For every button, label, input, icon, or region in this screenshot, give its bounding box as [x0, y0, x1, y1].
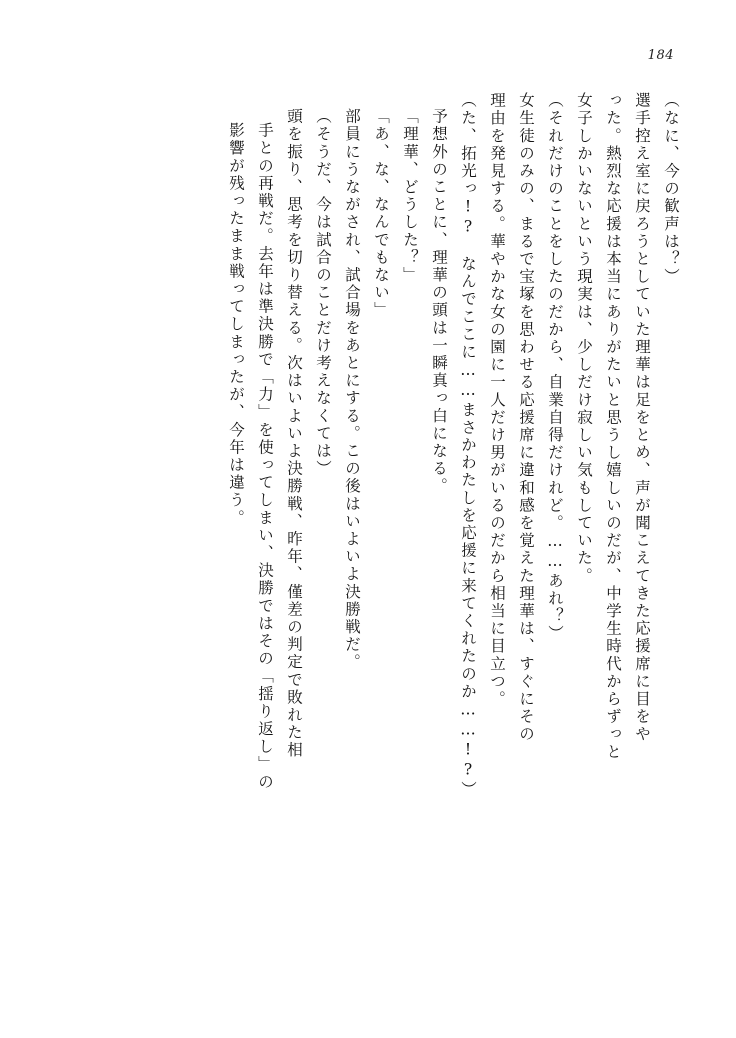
text-column: 予想外のことに、理華の頭は一瞬真っ白になる。 [430, 108, 448, 496]
text-column: 女生徒のみの、まるで宝塚を思わせる応援席に違和感を覚えた理華は、すぐにその [517, 92, 535, 744]
text-column: （それだけのことをしたのだから、自業自得だけれど。……あれ？） [546, 92, 564, 643]
text-column: 選手控え室に戻ろうとしていた理華は足をとめ、声が聞こえてきた応援席に目をや [633, 92, 651, 744]
text-column: 理由を発見する。華やかな女の園に一人だけ男がいるのだから相当に目立つ。 [488, 92, 506, 708]
text-column: った。熱烈な応援は本当にありがたいと思うし嬉しいのだが、中学生時代からずっと [604, 92, 622, 761]
text-column: （そうだ、今は試合のことだけ考えなくては） [314, 108, 332, 478]
body-text-block [100, 92, 678, 978]
text-column: 頭を振り、思考を切り替える。次はいよいよ決勝戦、昨年、僅差の判定で敗れた相 [285, 108, 303, 760]
text-column: （た、拓光っ!? なんでここに……まさかわたしを応援に来てくれたのか……!?） [459, 92, 477, 799]
text-column: 手との再戦だ。去年は準決勝で「力」を使ってしまい、決勝ではその「揺り返し」の [256, 122, 274, 791]
text-column: 影響が残ったまま戦ってしまったが、今年は違う。 [227, 122, 245, 527]
text-column: （なに、今の歓声は？） [662, 92, 680, 286]
text-column: 女子しかいないという現実は、少しだけ寂しい気もしていた。 [575, 92, 593, 585]
text-column: 部員にうながされ、試合場をあとにする。この後はいよいよ決勝戦だ。 [343, 108, 361, 672]
text-column: 「理華、どうした？」 [401, 108, 419, 284]
text-column: 「あ、な、なんでもない」 [372, 108, 390, 320]
page-number: 184 [647, 48, 674, 63]
